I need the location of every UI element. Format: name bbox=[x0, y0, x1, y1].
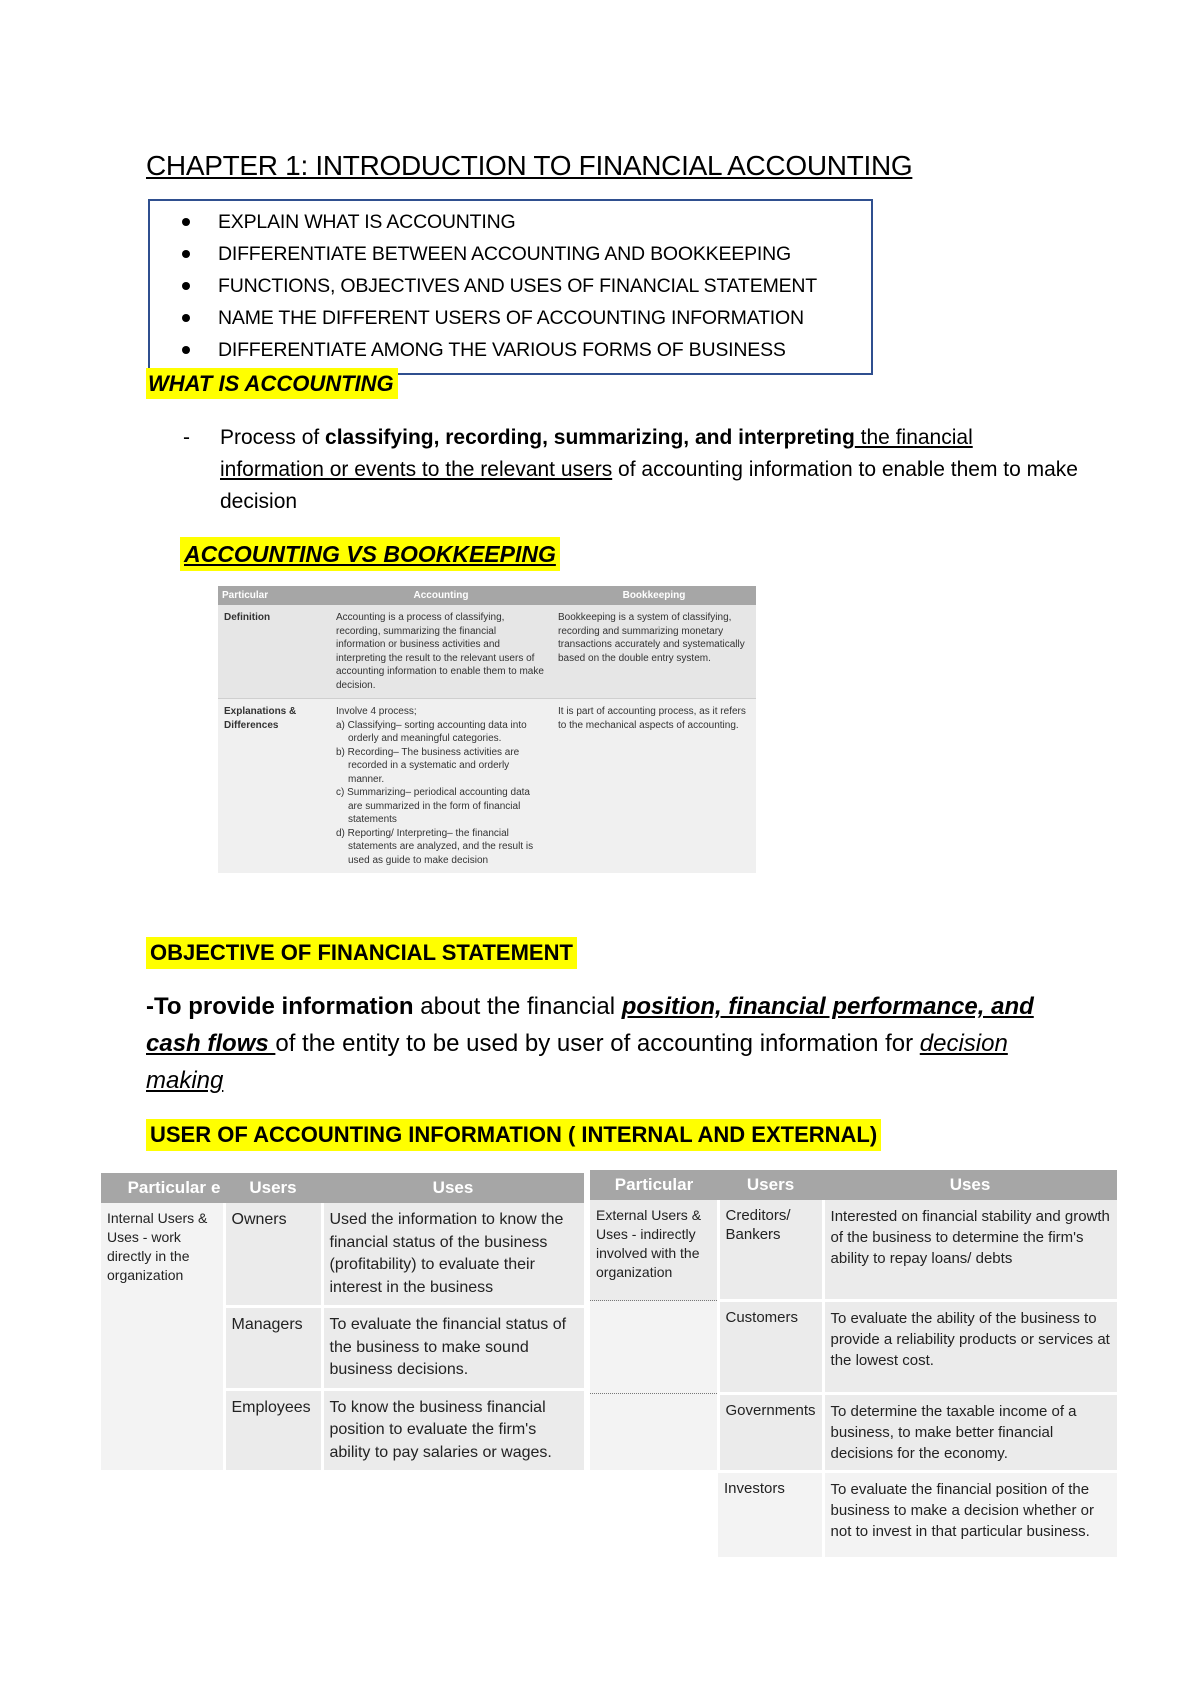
use-cell: To determine the taxable income of a business, to make better financial decisions for the economy. bbox=[823, 1394, 1117, 1472]
objective-item: NAME THE DIFFERENT USERS OF ACCOUNTING INFORMATION bbox=[180, 302, 817, 334]
column-header: Uses bbox=[322, 1173, 584, 1203]
table-row bbox=[218, 699, 756, 874]
objective-fs-heading: OBJECTIVE OF FINANCIAL STATEMENT bbox=[146, 937, 577, 969]
table-row bbox=[590, 1394, 1117, 1472]
table-row bbox=[590, 1301, 1117, 1394]
external-users-table bbox=[590, 1170, 1117, 1557]
user-cell: Governments bbox=[718, 1394, 823, 1472]
user-cell: Managers bbox=[224, 1307, 322, 1390]
bullet-icon bbox=[182, 250, 190, 258]
row-label: Explanations & Differences bbox=[218, 699, 330, 874]
bullet-icon bbox=[182, 218, 190, 226]
table-row bbox=[218, 605, 756, 699]
user-cell: Owners bbox=[224, 1203, 322, 1307]
column-header: Uses bbox=[823, 1170, 1117, 1200]
use-cell: To know the business financial position to evaluate the firm's ability to pay salaries or wages. bbox=[322, 1389, 584, 1470]
accounting-vs-bookkeeping-table bbox=[218, 586, 756, 873]
category-cell: External Users & Uses - indirectly involved with the organization bbox=[590, 1200, 718, 1301]
table-header-row bbox=[590, 1170, 1117, 1200]
use-cell: To evaluate the ability of the business to provide a reliability products or services at the lowest cost. bbox=[823, 1301, 1117, 1394]
table-cell: Accounting is a process of classifying, recording, summarizing the financial information or business activities and interpreting the result to the relevant users of accounting information to enable them to make decision. bbox=[330, 605, 552, 699]
category-cell: Internal Users & Uses - work directly in the organization bbox=[101, 1203, 224, 1470]
user-cell: Employees bbox=[224, 1389, 322, 1470]
accounting-definition: Process of classifying, recording, summarizing, and interpreting the financial information or events to the relevant users of accounting information to enable them to make decision bbox=[220, 426, 1078, 513]
empty-cell bbox=[590, 1301, 718, 1394]
accounting-vs-bookkeeping-heading: ACCOUNTING VS BOOKKEEPING bbox=[180, 537, 560, 571]
use-cell: Used the information to know the financial status of the business (profitability) to evaluate their interest in the business bbox=[322, 1203, 584, 1307]
objective-item: FUNCTIONS, OBJECTIVES AND USES OF FINANCIAL STATEMENT bbox=[180, 270, 817, 302]
objective-item: DIFFERENTIATE BETWEEN ACCOUNTING AND BOOKKEEPING bbox=[180, 238, 817, 270]
empty-cell bbox=[590, 1394, 718, 1472]
table-cell: Involve 4 process; a) Classifying– sorting accounting data into orderly and meaningful categories. b) Recording– The business activities are recorded in a systematic and orderly manner. c) Summarizing– periodical accounting data are summarized in the form of financial statements d) Reporting/ Interpreting– the financial statements are analyzed, and the result is used as guide to make decision bbox=[330, 699, 552, 874]
use-cell: Interested on financial stability and growth of the business to determine the firm's ability to repay loans/ debts bbox=[823, 1200, 1117, 1301]
user-cell: Customers bbox=[718, 1301, 823, 1394]
dash-marker: - bbox=[183, 426, 190, 449]
objective-item: DIFFERENTIATE AMONG THE VARIOUS FORMS OF BUSINESS bbox=[180, 334, 817, 366]
table-row bbox=[590, 1200, 1117, 1301]
table-cell: It is part of accounting process, as it refers to the mechanical aspects of accounting. bbox=[552, 699, 756, 874]
column-header: Accounting bbox=[330, 586, 552, 605]
table-header-row bbox=[218, 586, 756, 605]
what-is-accounting-heading: WHAT IS ACCOUNTING bbox=[146, 368, 398, 399]
column-header: Bookkeeping bbox=[552, 586, 756, 605]
users-heading: USER OF ACCOUNTING INFORMATION ( INTERNAL AND EXTERNAL) bbox=[146, 1119, 881, 1151]
column-header: Users bbox=[224, 1173, 322, 1203]
user-cell: Creditors/ Bankers bbox=[718, 1200, 823, 1301]
objectives-list bbox=[180, 206, 817, 366]
table-cell: Bookkeeping is a system of classifying, recording and summarizing monetary transactions accurately and systematically based on the double entry system. bbox=[552, 605, 756, 699]
row-label: Definition bbox=[218, 605, 330, 699]
column-header: Particular bbox=[101, 1173, 210, 1203]
bullet-icon bbox=[182, 282, 190, 290]
table-header-row bbox=[101, 1173, 584, 1203]
empty-cell bbox=[590, 1472, 718, 1558]
use-cell: To evaluate the financial position of the business to make a decision whether or not to invest in that particular business. bbox=[823, 1472, 1117, 1558]
column-header: Users bbox=[718, 1170, 823, 1200]
objective-item: EXPLAIN WHAT IS ACCOUNTING bbox=[180, 206, 817, 238]
page-title: CHAPTER 1: INTRODUCTION TO FINANCIAL ACCOUNTING bbox=[146, 150, 913, 181]
table-row bbox=[101, 1203, 584, 1307]
internal-users-table bbox=[101, 1173, 584, 1470]
column-header: Particular bbox=[590, 1170, 718, 1200]
objective-fs-text: -To provide information about the financial position, financial performance, and cash flows of the entity to be used by user of accounting information for decision making bbox=[146, 993, 1034, 1094]
bullet-icon bbox=[182, 314, 190, 322]
column-header: Particular bbox=[218, 586, 330, 605]
bullet-icon bbox=[182, 346, 190, 354]
use-cell: To evaluate the financial status of the business to make sound business decisions. bbox=[322, 1307, 584, 1390]
table-row bbox=[590, 1472, 1117, 1558]
user-cell: Investors bbox=[718, 1472, 823, 1558]
column-header: e bbox=[210, 1173, 224, 1203]
